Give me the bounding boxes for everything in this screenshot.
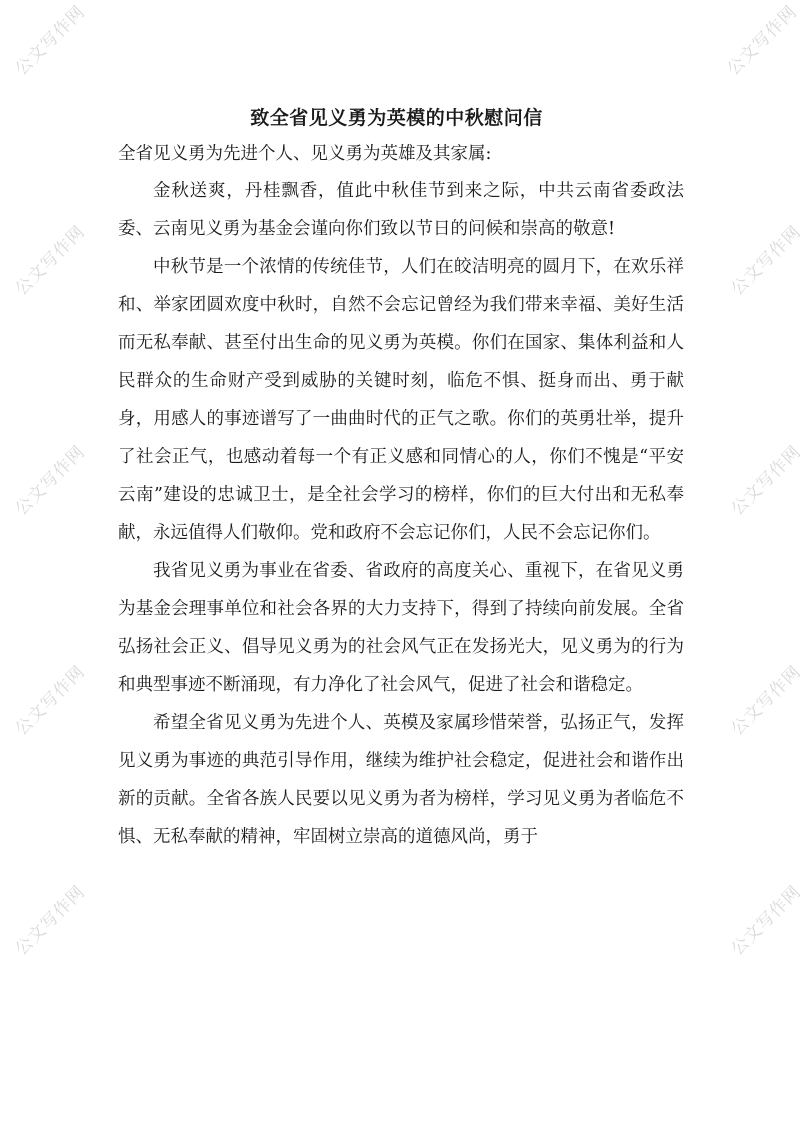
watermark: 公文写作网 [11,1,90,80]
paragraph: 我省见义勇为事业在省委、省政府的高度关心、重视下，在省见义勇为基金会理事单位和社会各界的大力支持下，得到了持续向前发展。全省弘扬社会正义、倡导见义勇为的社会风气正在发扬光大，见义勇为的行为和典型事迹不断涌现，有力净化了社会风气，促进了社会和谐稳定。 [118,561,684,695]
watermark: 公文写作网 [11,221,90,300]
watermark: 公文写作网 [11,441,90,520]
paragraph: 希望全省见义勇为先进个人、英模及家属珍惜荣誉，弘扬正气，发挥见义勇为事迹的典范引导作用，继续为维护社会稳定，促进社会和谐作出新的贡献。全省各族人民要以见义勇为者为榜样，学习见义勇为者临危不惧、无私奉献的精神，牢固树立崇高的道德风尚，勇于 [118,713,684,847]
paragraph: 金秋送爽，丹桂飘香，值此中秋佳节到来之际，中共云南省委政法委、云南见义勇为基金会谨向你们致以节日的问候和崇高的敬意! [118,181,684,239]
letter-body [0,172,684,856]
watermark: 公文写作网 [727,441,805,520]
salutation: 全省见义勇为先进个人、见义勇为英雄及其家属: [118,144,492,164]
watermark: 公文写作网 [11,661,90,740]
watermark: 公文写作网 [727,221,805,300]
paragraph: 中秋节是一个浓情的传统佳节，人们在皎洁明亮的圆月下，在欢乐祥和、举家团圆欢度中秋时，自然不会忘记曾经为我们带来幸福、美好生活而无私奉献、甚至付出生命的见义勇为英模。你们在国家、集体利益和人民群众的生命财产受到威胁的关键时刻，临危不惧、挺身而出、勇于献身，用感人的事迹谱写了一曲曲时代的正气之歌。你们的英勇壮举，提升了社会正气，也感动着每一个有正义感和同情心的人，你们不愧是“平安云南”建设的忠诚卫士，是全社会学习的榜样，你们的巨大付出和无私奉献，永远值得人们敬仰。党和政府不会忘记你们，人民不会忘记你们。 [118,257,684,543]
watermark: 公文写作网 [723,1,802,80]
watermark: 公文写作网 [727,661,805,740]
watermark: 公文写作网 [727,881,805,960]
watermark: 公文写作网 [11,881,90,960]
page-title: 致全省见义勇为英模的中秋慰问信 [250,107,543,129]
